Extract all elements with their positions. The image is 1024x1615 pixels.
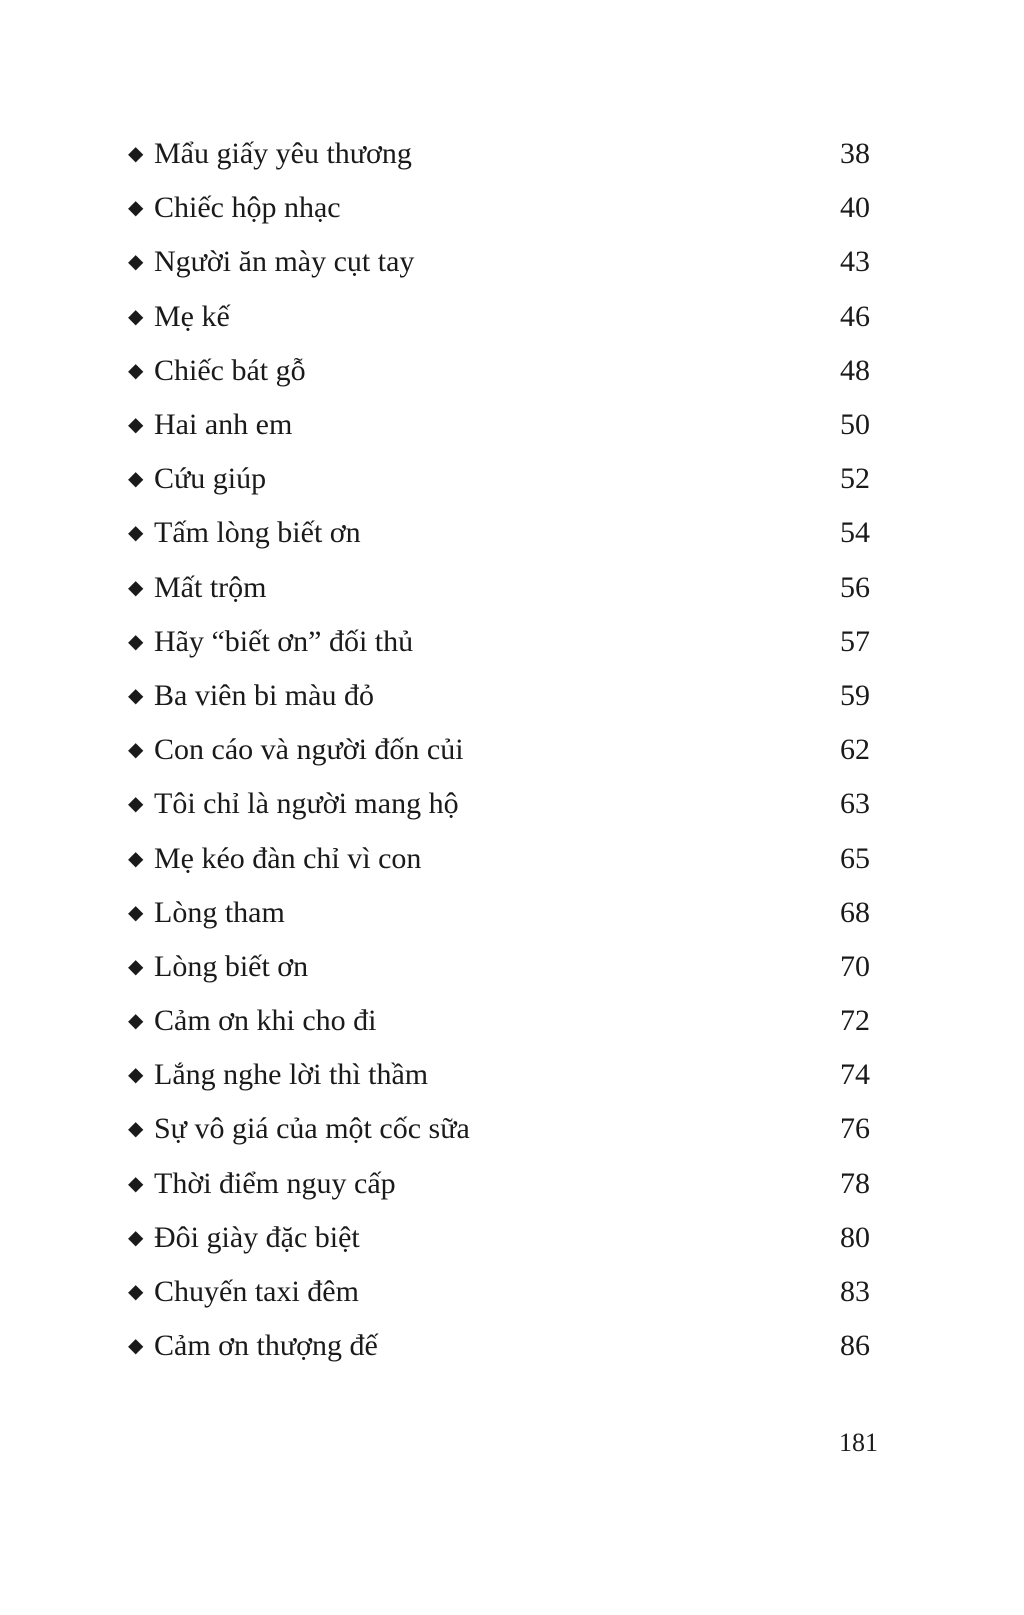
toc-entry-title: Sự vô giá của một cốc sữa (154, 1112, 470, 1146)
toc-entry-title: Đôi giày đặc biệt (154, 1220, 360, 1254)
toc-entry (128, 181, 870, 235)
diamond-bullet-icon: ◆ (128, 1335, 144, 1358)
toc-entry-title: Hãy “biết ơn” đối thủ (154, 624, 414, 658)
toc-entry-title: Hai anh em (154, 408, 293, 442)
toc-entry-title: Cảm ơn khi cho đi (154, 1004, 377, 1038)
toc-entry (128, 1319, 870, 1373)
toc-entry-page: 38 (840, 137, 870, 171)
diamond-bullet-icon: ◆ (128, 1226, 144, 1249)
diamond-bullet-icon: ◆ (128, 955, 144, 978)
toc-entry (128, 831, 870, 885)
diamond-bullet-icon: ◆ (128, 305, 144, 328)
toc-entry (128, 398, 870, 452)
toc-entry-page: 46 (840, 299, 870, 333)
toc-entry-page: 78 (840, 1166, 870, 1200)
diamond-bullet-icon: ◆ (128, 414, 144, 437)
toc-entry-page: 70 (840, 949, 870, 983)
toc-entry-title: Lòng tham (154, 895, 285, 929)
toc-entry (128, 669, 870, 723)
diamond-bullet-icon: ◆ (128, 684, 144, 707)
diamond-bullet-icon: ◆ (128, 143, 144, 166)
toc-entry (128, 1157, 870, 1211)
toc-entry-title: Mẩu giấy yêu thương (154, 137, 412, 171)
toc-entry (128, 1211, 870, 1265)
toc-entry (128, 777, 870, 831)
toc-entry-page: 68 (840, 895, 870, 929)
diamond-bullet-icon: ◆ (128, 1010, 144, 1033)
toc-entry (128, 127, 870, 181)
toc-entry-title: Mẹ kế (154, 299, 230, 333)
diamond-bullet-icon: ◆ (128, 359, 144, 382)
toc-entry (128, 1102, 870, 1156)
toc-entry-page: 74 (840, 1058, 870, 1092)
toc-entry-title: Cảm ơn thượng đế (154, 1329, 378, 1363)
toc-entry-page: 62 (840, 733, 870, 767)
diamond-bullet-icon: ◆ (128, 522, 144, 545)
toc-entry-page: 43 (840, 245, 870, 279)
toc-entry-page: 59 (840, 678, 870, 712)
toc-entry-page: 48 (840, 353, 870, 387)
toc-entry (128, 452, 870, 506)
diamond-bullet-icon: ◆ (128, 576, 144, 599)
toc-entry (128, 1265, 870, 1319)
toc-entry (128, 723, 870, 777)
toc-entry-page: 56 (840, 570, 870, 604)
toc-entry-title: Mất trộm (154, 570, 267, 604)
toc-entry-page: 57 (840, 624, 870, 658)
toc-entry (128, 344, 870, 398)
diamond-bullet-icon: ◆ (128, 793, 144, 816)
diamond-bullet-icon: ◆ (128, 847, 144, 870)
toc-entry-title: Chuyến taxi đêm (154, 1275, 359, 1309)
diamond-bullet-icon: ◆ (128, 468, 144, 491)
toc-entry-title: Người ăn mày cụt tay (154, 245, 415, 279)
toc-entry (128, 1048, 870, 1102)
toc-entry (128, 290, 870, 344)
diamond-bullet-icon: ◆ (128, 251, 144, 274)
toc-entry (128, 235, 870, 289)
toc-entry-page: 80 (840, 1220, 870, 1254)
toc-entry-title: Tôi chỉ là người mang hộ (154, 787, 459, 821)
toc-entry-title: Con cáo và người đốn củi (154, 733, 464, 767)
page-number: 181 (839, 1428, 878, 1457)
toc-entry-page: 50 (840, 408, 870, 442)
toc-entry-page: 86 (840, 1329, 870, 1363)
toc-entry (128, 506, 870, 560)
diamond-bullet-icon: ◆ (128, 1118, 144, 1141)
toc-entry-page: 40 (840, 191, 870, 225)
table-of-contents (128, 127, 870, 1373)
toc-entry-title: Chiếc hộp nhạc (154, 191, 341, 225)
diamond-bullet-icon: ◆ (128, 1064, 144, 1087)
toc-entry (128, 994, 870, 1048)
toc-entry-page: 54 (840, 516, 870, 550)
diamond-bullet-icon: ◆ (128, 197, 144, 220)
toc-entry-title: Mẹ kéo đàn chỉ vì con (154, 841, 422, 875)
toc-entry (128, 886, 870, 940)
toc-entry-title: Chiếc bát gỗ (154, 353, 306, 387)
toc-entry-page: 83 (840, 1275, 870, 1309)
diamond-bullet-icon: ◆ (128, 630, 144, 653)
toc-entry-title: Cứu giúp (154, 462, 267, 496)
toc-entry (128, 940, 870, 994)
toc-entry-title: Tấm lòng biết ơn (154, 516, 361, 550)
diamond-bullet-icon: ◆ (128, 901, 144, 924)
toc-entry (128, 615, 870, 669)
toc-entry-page: 72 (840, 1004, 870, 1038)
diamond-bullet-icon: ◆ (128, 739, 144, 762)
toc-entry-page: 76 (840, 1112, 870, 1146)
toc-entry-page: 63 (840, 787, 870, 821)
toc-entry-title: Lòng biết ơn (154, 949, 309, 983)
toc-entry-title: Thời điểm nguy cấp (154, 1166, 396, 1200)
toc-entry-page: 65 (840, 841, 870, 875)
toc-entry-title: Lắng nghe lời thì thầm (154, 1058, 429, 1092)
toc-entry-page: 52 (840, 462, 870, 496)
toc-entry-title: Ba viên bi màu đỏ (154, 678, 374, 712)
toc-entry (128, 561, 870, 615)
diamond-bullet-icon: ◆ (128, 1281, 144, 1304)
diamond-bullet-icon: ◆ (128, 1172, 144, 1195)
